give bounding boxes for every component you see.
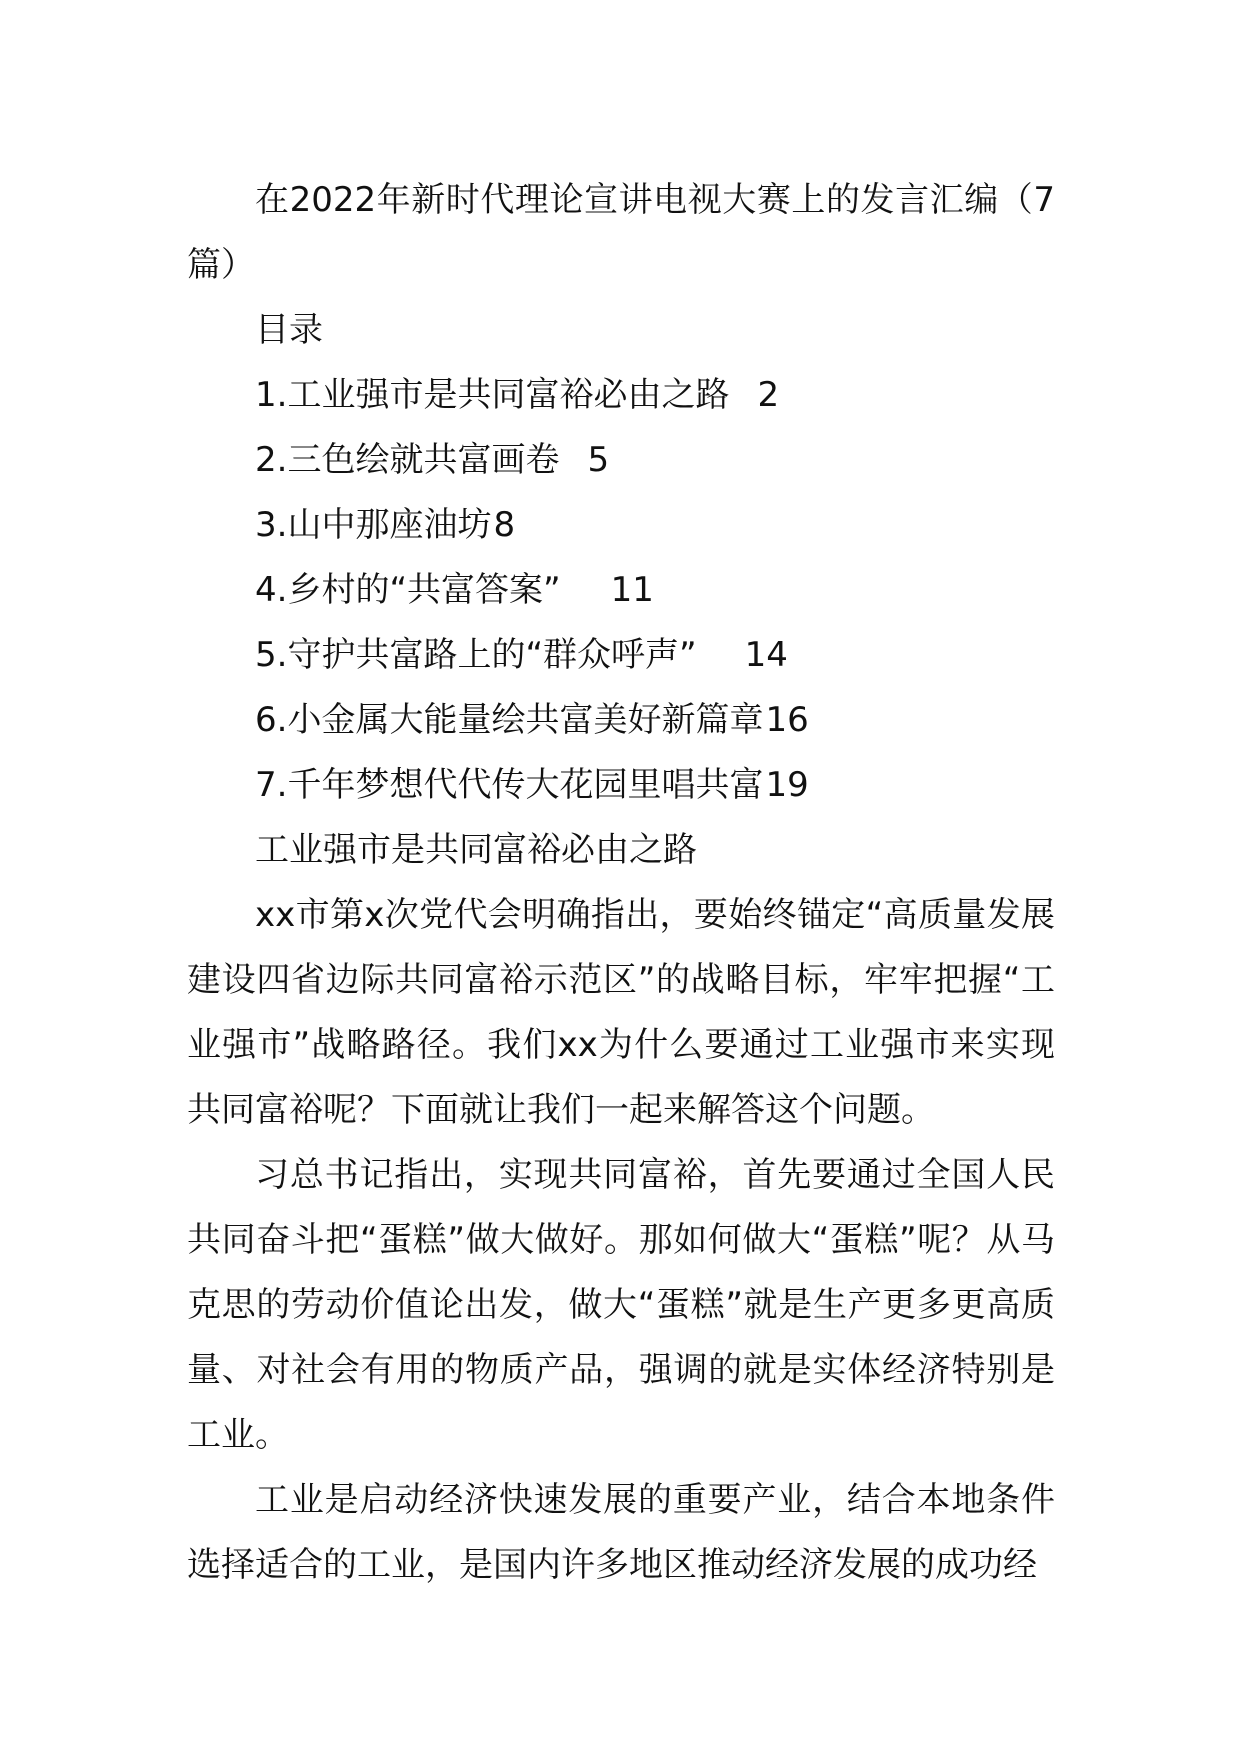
toc-item-page: 16 <box>765 700 809 740</box>
body-paragraph: 工业是启动经济快速发展的重要产业，结合本地条件选择适合的工业，是国内许多地区推动经济发展的成功经 <box>187 1480 1055 1585</box>
toc-item-label: 5.守护共富路上的“群众呼声” <box>255 635 697 675</box>
toc-item[interactable] <box>255 558 1055 623</box>
toc-item-label: 7.千年梦想代代传大花园里唱共富 <box>255 765 764 805</box>
toc-item-page: 14 <box>744 635 788 675</box>
toc-item-label: 6.小金属大能量绘共富美好新篇章 <box>255 700 764 740</box>
toc-item[interactable] <box>255 688 1055 753</box>
table-of-contents <box>187 363 1055 818</box>
toc-item-page: 19 <box>765 765 809 805</box>
toc-item-page: 8 <box>493 505 516 545</box>
toc-item-label: 1.工业强市是共同富裕必由之路 <box>255 375 730 415</box>
body-paragraph: 习总书记指出，实现共同富裕，首先要通过全国人民共同奋斗把“蛋糕”做大做好。那如何做大“蛋糕”呢？从马克思的劳动价值论出发，做大“蛋糕”就是生产更多更高质量、对社会有用的物质产品，强调的就是实体经济特别是工业。 <box>187 1155 1055 1455</box>
toc-item-page: 5 <box>587 440 610 480</box>
toc-heading: 目录 <box>255 310 323 350</box>
toc-item-label: 3.山中那座油坊 <box>255 505 492 545</box>
toc-item-label: 4.乡村的“共富答案” <box>255 570 561 610</box>
document-title: 在2022年新时代理论宣讲电视大赛上的发言汇编（7篇） <box>187 180 1055 285</box>
body-paragraph: xx市第x次党代会明确指出，要始终锚定“高质量发展建设四省边际共同富裕示范区”的战略目标，牢牢把握“工业强市”战略路径。我们xx为什么要通过工业强市来实现共同富裕呢？下面就让我们一起来解答这个问题。 <box>187 895 1055 1130</box>
toc-item[interactable] <box>255 493 1055 558</box>
section-title: 工业强市是共同富裕必由之路 <box>255 830 697 870</box>
toc-item[interactable] <box>255 753 1055 818</box>
toc-item-page: 11 <box>610 570 654 610</box>
document-page <box>187 168 1055 1598</box>
toc-item-page: 2 <box>757 375 780 415</box>
toc-item-label: 2.三色绘就共富画卷 <box>255 440 560 480</box>
toc-item[interactable] <box>255 428 1055 493</box>
toc-item[interactable] <box>255 623 1055 688</box>
toc-item[interactable] <box>255 363 1055 428</box>
